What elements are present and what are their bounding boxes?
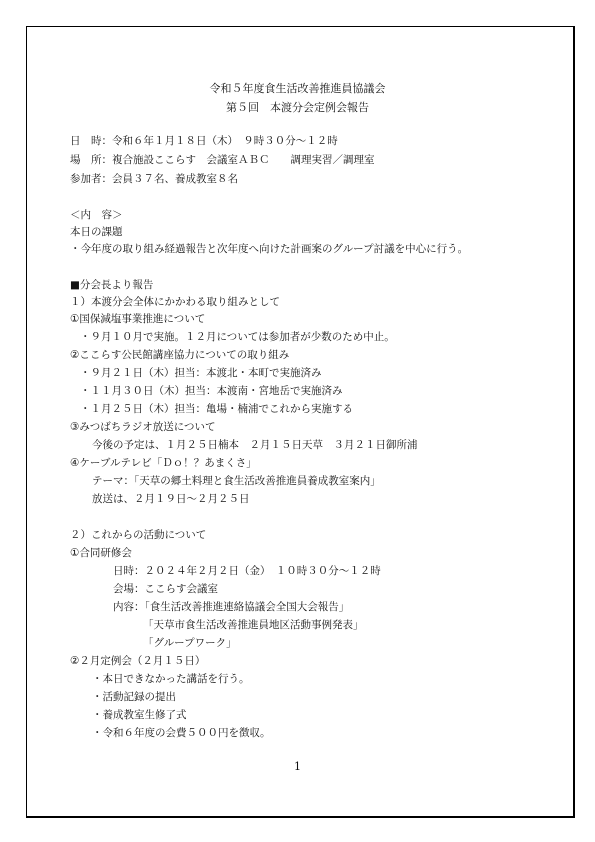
document-subtitle: 第５回 本渡分会定例会報告 bbox=[226, 101, 369, 114]
item1-line1: ・９月１０月で実施。１２月については参加者が少数のため中止。 bbox=[80, 331, 395, 343]
item6-line1: ・本日できなかった講話を行う。 bbox=[92, 673, 250, 685]
item4-title: ④ケーブルテレビ「Ｄｏ！？あまくさ」 bbox=[70, 457, 257, 469]
item1-title: ①国保減塩事業推進について bbox=[70, 313, 206, 325]
item5-title: ①合同研修会 bbox=[70, 547, 132, 559]
section2-title: ２）これからの活動について bbox=[70, 529, 207, 541]
subject-label: 本日の課題 bbox=[70, 226, 123, 238]
item6-line3: ・養成教室生修了式 bbox=[92, 709, 187, 721]
item5-line1: 日時：２０２４年２月２日（金） １０時３０分～１２時 bbox=[113, 565, 381, 577]
meeting-attendees: 参加者：会員３７名、養成教室８名 bbox=[70, 173, 238, 185]
contents-heading: ＜内 容＞ bbox=[70, 209, 123, 221]
item5-line2: 会場：ここらす会議室 bbox=[113, 583, 218, 595]
item3-line1: 今後の予定は、１月２５日楠本 ２月１５日天草 ３月２１日御所浦 bbox=[92, 439, 418, 451]
report-heading: ■分会長より報告 bbox=[70, 279, 154, 291]
item6-line2: ・活動記録の提出 bbox=[92, 691, 176, 703]
item3-title: ③みつばちラジオ放送について bbox=[70, 421, 216, 433]
item2-title: ②ここらす公民館講座協力についての取り組み bbox=[70, 349, 290, 361]
meeting-date: 日 時：令和６年１月１８日（木） ９時３０分～１２時 bbox=[70, 135, 338, 147]
item2-line2: ・１１月３０日（木）担当：本渡南・宮地岳で実施済み bbox=[80, 385, 343, 397]
item6-title: ②２月定例会（２月１５日） bbox=[70, 655, 206, 667]
item2-line3: ・１月２５日（木）担当：亀場・楠浦でこれから実施する bbox=[80, 403, 353, 415]
item5-line3: 内容：「食生活改善推進連絡協議会全国大会報告」 bbox=[113, 601, 350, 613]
item4-line2: 放送は、２月１９日～２月２５日 bbox=[92, 493, 250, 505]
item4-line1: テーマ：「天草の郷土料理と食生活改善推進員養成教室案内」 bbox=[92, 475, 381, 487]
document-title: 令和５年度食生活改善推進員協議会 bbox=[209, 82, 386, 95]
subject-item: ・今年度の取り組み経過報告と次年度へ向けた計画案のグループ討議を中心に行う。 bbox=[70, 243, 469, 255]
meeting-place: 場 所：複合施設ここらす 会議室ＡＢＣ 調理実習／調理室 bbox=[70, 154, 375, 166]
page-number: 1 bbox=[294, 760, 301, 773]
section1-title: １）本渡分会全体にかかわる取り組みとして bbox=[70, 296, 280, 308]
item6-line4: ・令和６年度の会費５００円を徴収。 bbox=[92, 727, 271, 739]
item5-line4: 「天草市食生活改善推進員地区活動事例発表」 bbox=[143, 619, 364, 631]
item5-line5: 「グループワーク」 bbox=[143, 637, 237, 649]
item2-line1: ・９月２１日（木）担当：本渡北・本町で実施済み bbox=[80, 367, 322, 379]
